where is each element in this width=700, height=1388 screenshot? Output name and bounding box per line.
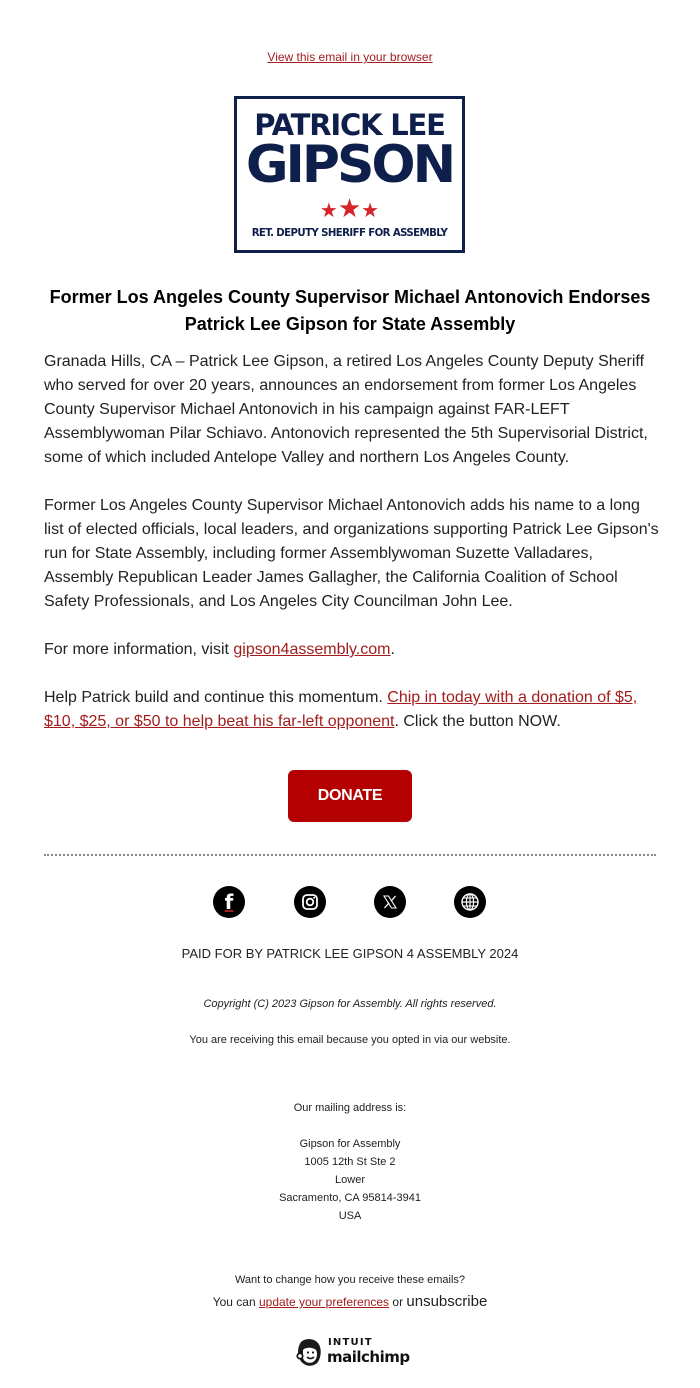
address-line: Gipson for Assembly [299, 1138, 401, 1150]
copyright-text: Copyright (C) 2023 Gipson for Assembly. All rights reserved. [203, 998, 497, 1010]
globe-icon [460, 892, 480, 912]
instagram-link[interactable] [294, 886, 326, 918]
view-in-browser-link[interactable]: View this email in your browser [267, 50, 433, 64]
address-line: USA [338, 1210, 362, 1222]
view-in-browser-row [0, 49, 700, 65]
donation-paragraph [44, 686, 660, 734]
donation-suffix: . Click the button NOW. [394, 713, 561, 730]
more-info-paragraph [44, 638, 660, 662]
logo-line-2: GIPSON [245, 135, 454, 195]
logo-line-1: PATRICK LEE [254, 108, 445, 142]
address-line: 1005 12th St Ste 2 [304, 1156, 396, 1168]
facebook-link[interactable] [213, 886, 245, 918]
address-line: Lower [335, 1174, 365, 1186]
facebook-icon: f [224, 890, 234, 914]
mailchimp-badge[interactable] [292, 1336, 412, 1370]
divider [44, 854, 656, 856]
mailing-address [0, 1099, 700, 1225]
article-headline: Former Los Angeles County Supervisor Michael Antonovich Endorses Patrick Lee Gipson for State Assembly [49, 287, 651, 334]
mailing-address-label: Our mailing address is: [293, 1102, 407, 1114]
more-info-prefix: For more information, visit [44, 641, 234, 658]
instagram-icon [301, 893, 319, 911]
article-paragraph-1: Granada Hills, CA – Patrick Lee Gipson, a retired Los Angeles County Deputy Sheriff who served for over 20 years, announces an endorsement from former Los Angeles County Supervisor Michael Antonovich in his campaign against FAR-LEFT Assemblywoman Pilar Schiavo. Antonovich represented the 5th Supervisorial District, some of which included Antelope Valley and northern Los Angeles County. [44, 353, 648, 466]
change-preferences-question: Want to change how you receive these emails? [234, 1274, 466, 1286]
website-link[interactable]: gipson4assembly.com [233, 641, 391, 658]
campaign-logo [234, 96, 465, 253]
more-info-suffix: . [390, 641, 395, 658]
prefs-prefix: You can [212, 1295, 259, 1309]
logo-tagline: RET. DEPUTY SHERIFF FOR ASSEMBLY [251, 228, 448, 239]
preferences-row [0, 1293, 700, 1311]
donation-prefix: Help Patrick build and continue this momentum. [44, 689, 388, 706]
mailchimp-wordmark: mailchimp [327, 1348, 410, 1366]
mailchimp-intuit-text: INTUIT [328, 1337, 373, 1348]
stars-icon: ★★★ [319, 193, 380, 223]
paid-for-disclaimer: PAID FOR BY PATRICK LEE GIPSON 4 ASSEMBLY 2024 [181, 946, 519, 961]
website-social-link[interactable] [454, 886, 486, 918]
article-paragraph-2: Former Los Angeles County Supervisor Michael Antonovich adds his name to a long list of elected officials, local leaders, and organizations supporting Patrick Lee Gipson's run for State Assembly, including former Assemblywoman Suzette Valladares, Assembly Republican Leader James Gallagher, the California Coalition of School Safety Professionals, and Los Angeles City Councilman John Lee. [44, 497, 659, 610]
unsubscribe-link[interactable]: unsubscribe [406, 1293, 488, 1310]
update-preferences-link[interactable]: update your preferences [258, 1295, 390, 1309]
address-line: Sacramento, CA 95814-3941 [279, 1192, 421, 1204]
prefs-middle: or [389, 1295, 407, 1309]
opt-in-notice: You are receiving this email because you opted in via our website. [189, 1034, 511, 1046]
mailchimp-freddie-icon [292, 1336, 326, 1370]
x-icon [382, 894, 398, 910]
x-link[interactable] [374, 886, 406, 918]
donate-button[interactable]: DONATE [288, 770, 412, 822]
donation-link[interactable]: Chip in today with a donation of $5, $10, $25, or $50 to help beat his far-left opponent [44, 689, 638, 730]
